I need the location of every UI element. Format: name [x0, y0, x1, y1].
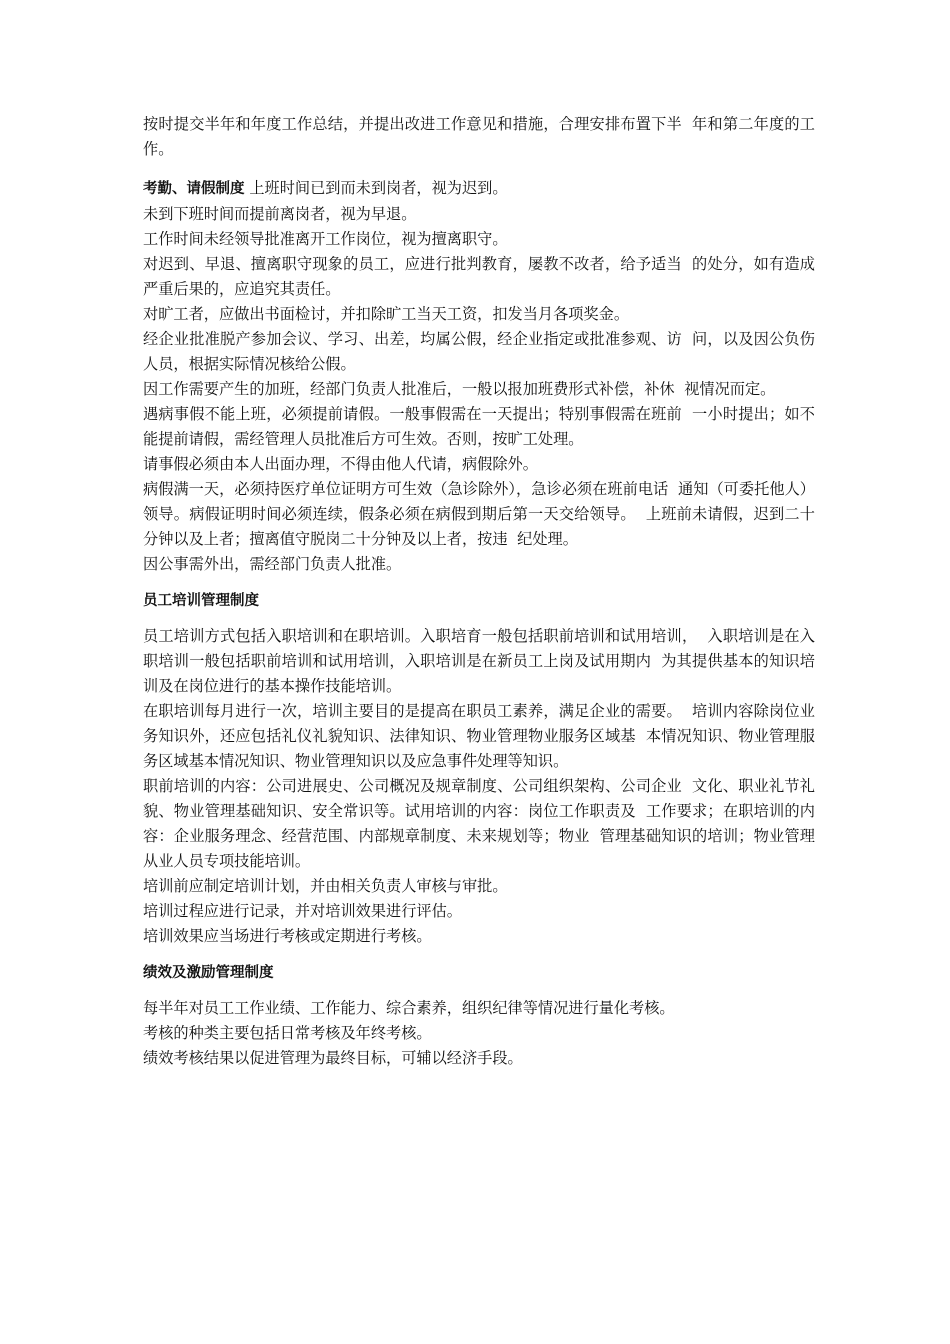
spacer [143, 986, 815, 996]
attendance-paragraph: 病假满一天，必须持医疗单位证明方可生效（急诊除外），急诊必须在班前电话 通知（可委托他人）领导。病假证明时间必须连续，假条必须在病假到期后第一天交给领导。 上班前未请假，迟到二十分钟以及上者；擅离值守脱岗二十分钟及以上者，按违 纪处理。 [143, 480, 815, 548]
attendance-paragraph: 因公事需外出，需经部门负责人批准。 [143, 555, 402, 573]
performance-paragraph: 绩效考核结果以促进管理为最终目标，可辅以经济手段。 [143, 1049, 523, 1067]
attendance-heading: 考勤、请假制度 [143, 181, 245, 197]
intro-paragraph: 按时提交半年和年度工作总结，并提出改进工作意见和措施，合理安排布置下半 年和第二年度的工作。 [143, 115, 815, 158]
attendance-paragraph: 对旷工者，应做出书面检讨，并扣除旷工当天工资，扣发当月各项奖金。 [143, 305, 629, 323]
attendance-paragraph: 对迟到、早退、擅离职守现象的员工，应进行批判教育，屡教不改者，给予适当 的处分，如有造成严重后果的，应追究其责任。 [143, 255, 815, 298]
training-paragraph: 培训前应制定培训计划，并由相关负责人审核与审批。 [143, 877, 508, 895]
document-page [143, 112, 815, 1071]
attendance-paragraph: 请事假必须由本人出面办理，不得由他人代请，病假除外。 [143, 455, 538, 473]
attendance-paragraph: 经企业批准脱产参加会议、学习、出差，均属公假，经企业指定或批准参观、访 问，以及因公负伤人员，根据实际情况核给公假。 [143, 330, 815, 373]
attendance-paragraph: 因工作需要产生的加班，经部门负责人批准后，一般以报加班费形式补偿，补休 视情况而定。 [143, 380, 776, 398]
training-paragraph: 职前培训的内容：公司进展史、公司概况及规章制度、公司组织架构、公司企业 文化、职业礼节礼貌、物业管理基础知识、安全常识等。试用培训的内容：岗位工作职责及 工作要求；在职培训的内容：企业服务理念、经营范围、内部规章制度、未来规划等；物业 管理基础知识的培训；物业管理从业人员专项技能培训。 [143, 777, 815, 870]
attendance-paragraph: 未到下班时间而提前离岗者，视为早退。 [143, 205, 417, 223]
performance-paragraph: 考核的种类主要包括日常考核及年终考核。 [143, 1024, 432, 1042]
training-paragraph: 在职培训每月进行一次，培训主要目的是提高在职员工素养，满足企业的需要。 培训内容除岗位业务知识外，还应包括礼仪礼貌知识、法律知识、物业管理物业服务区域基 本情况知识、物业管理服务区域基本情况知识、物业管理知识以及应急事件处理等知识。 [143, 702, 815, 770]
training-paragraph: 员工培训方式包括入职培训和在职培训。入职培育一般包括职前培训和试用培训， 入职培训是在入职培训一般包括职前培训和试用培训，入职培训是在新员工上岗及试用期内 为其提供基本的知识培训及在岗位进行的基本操作技能培训。 [143, 627, 815, 695]
performance-heading: 绩效及激励管理制度 [143, 965, 274, 981]
performance-paragraph: 每半年对员工工作业绩、工作能力、综合素养，组织纪律等情况进行量化考核。 [143, 999, 675, 1017]
attendance-first-line: 上班时间已到而未到岗者，视为迟到。 [244, 179, 508, 197]
training-heading: 员工培训管理制度 [143, 593, 259, 609]
attendance-first-paragraph [143, 176, 815, 202]
attendance-paragraph: 工作时间未经领导批准离开工作岗位，视为擅离职守。 [143, 230, 508, 248]
spacer [143, 614, 815, 624]
spacer [143, 577, 815, 589]
training-paragraph: 培训效果应当场进行考核或定期进行考核。 [143, 927, 432, 945]
spacer [143, 162, 815, 176]
training-paragraph: 培训过程应进行记录，并对培训效果进行评估。 [143, 902, 462, 920]
attendance-paragraph: 遇病事假不能上班，必须提前请假。一般事假需在一天提出；特别事假需在班前 一小时提出；如不能提前请假，需经管理人员批准后方可生效。否则，按旷工处理。 [143, 405, 815, 448]
spacer [143, 949, 815, 961]
